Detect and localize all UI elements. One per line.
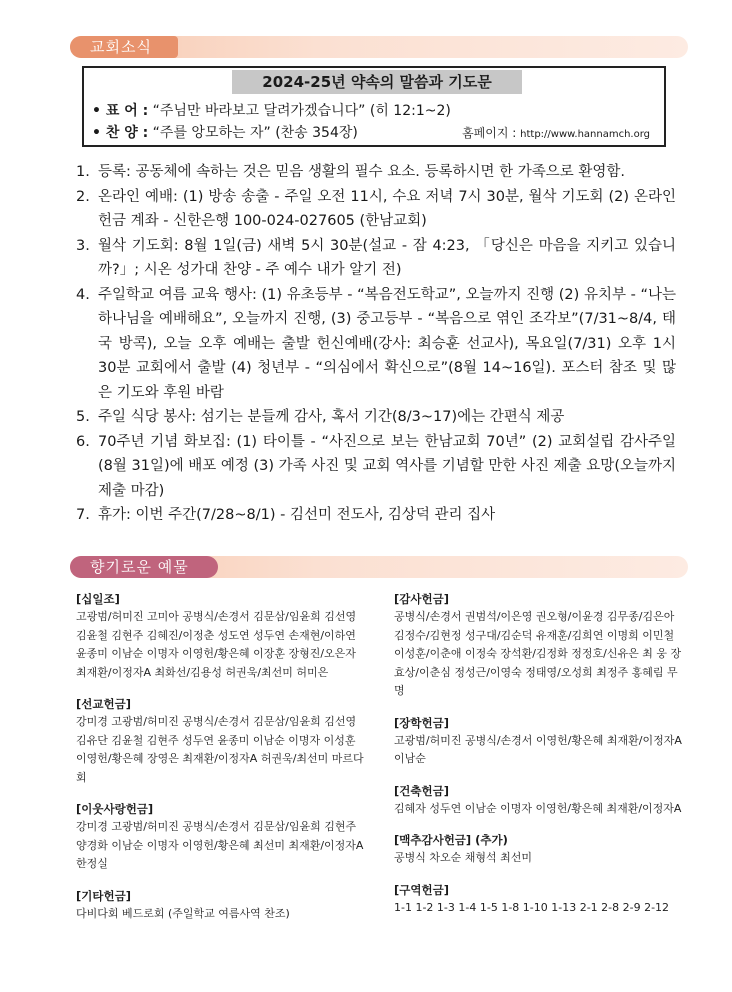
offering-names: 고광범/허미진 고미아 공병식/손경서 김문삼/임윤희 김선영 김윤철 김현주 김혜진/이정춘 성도연 성두연 손재현/이하연 윤종미 이남순 이명자 이영헌/황은혜 이장훈 장형진/오은자 최재환/이정자A 최화선/김용성 허권욱/최선미 허미은 xyxy=(76,610,357,679)
notice-number: 7. xyxy=(76,507,90,523)
notice-item xyxy=(76,405,676,430)
offering-title: [건축헌금] xyxy=(394,783,449,798)
offering-title: [선교헌금] xyxy=(76,697,131,711)
offering-names: 1-1 1-2 1-3 1-4 1-5 1-8 1-10 1-13 2-1 2-8 2-9 2-12 xyxy=(394,900,670,914)
offering-names: 공병식/손경서 권범석/이은영 권오형/이윤경 김무종/김은아 김정수/김현정 성구대/김순덕 유재훈/김희연 이명희 이민철 이성훈/이춘애 이정숙 장석환/김정화 정정호/신유은 최 웅 장효상/이춘심 정성근/이영숙 정태영/오성희 최정주 홍혜림 무 명 xyxy=(394,610,682,697)
notice-text: 주일학교 여름 교육 행사: (1) 유초등부 - “복음전도학교”, 오늘까지 진행 (2) 유치부 - “나는 하나님을 예배해요”, 오늘까지 진행, (3) 중고등부 - “복음으로 엮인 조각보”(7/31~8/4, 태국 방콕), 오늘 오후 예배는 출발 헌신예배(강사: 최승훈 선교사), 목요일(7/31) 오후 1시 30분 교회에서 출발 (4) 청년부 - “의심에서 확신으로”(8월 14~16일). 포스터 참조 및 많은 기도와 후원 바람 xyxy=(98,286,676,401)
offering-title: [장학헌금] xyxy=(394,715,449,730)
hymn-line xyxy=(92,122,358,142)
offering-title: [이웃사랑헌금] xyxy=(76,802,154,816)
offering-title: [감사헌금] xyxy=(394,592,449,606)
offering-group-mission xyxy=(76,695,366,787)
notice-text: 온라인 예배: (1) 방송 송출 - 주일 오전 11시, 수요 저녁 7시 30분, 월삭 기도회 (2) 온라인 헌금 계좌 - 신한은행 100-024-027605 (한남교회) xyxy=(98,188,676,229)
offering-group-tithe xyxy=(76,590,366,682)
notice-text: 휴가: 이번 주간(7/28~8/1) - 김선미 전도사, 김상덕 관리 집사 xyxy=(98,507,496,523)
notice-list xyxy=(76,160,676,528)
notice-number: 2. xyxy=(76,188,90,205)
yearly-verse-box xyxy=(82,66,666,147)
offering-title: [기타헌금] xyxy=(76,888,131,903)
offering-names: 김혜자 성두연 이남순 이명자 이영헌/황은혜 최재환/이정자A xyxy=(394,801,682,815)
offering-names: 강미경 고광범/허미진 공병식/손경서 김문삼/임윤희 김선영 김유단 김윤철 김현주 성두연 윤종미 이남순 이명자 이성훈 이영헌/황은혜 장영은 최재환/이정자A 허권욱/최선미 마르다회 xyxy=(76,715,364,784)
verse-box-title: 2024-25년 약속의 말씀과 기도문 xyxy=(232,70,522,94)
homepage-info xyxy=(462,124,650,141)
notice-number: 4. xyxy=(76,286,90,303)
section-title-offerings: 향기로운 예물 xyxy=(70,556,218,578)
offering-names: 다비다회 베드로회 (주일학교 여름사역 찬조) xyxy=(76,906,290,920)
notice-text: 주일 식당 봉사: 섬기는 분들께 감사, 혹서 기간(8/3~17)에는 간편식 제공 xyxy=(98,409,565,425)
notice-item xyxy=(76,503,676,528)
offering-group-scholarship xyxy=(394,714,684,769)
hymn-label: • 찬 양 : xyxy=(92,125,149,141)
offering-group-harvest-thanksgiving xyxy=(394,831,684,868)
offering-title: [맥추감사헌금] (추가) xyxy=(394,833,508,847)
offering-title: [십일조] xyxy=(76,592,120,606)
notice-number: 5. xyxy=(76,409,90,425)
motto-line xyxy=(92,100,451,120)
homepage-label: 홈페이지 : xyxy=(462,126,517,140)
offering-group-neighbor-love xyxy=(76,800,366,874)
hymn-text: “주를 앙모하는 자” (찬송 354장) xyxy=(148,125,358,141)
notice-text: 70주년 기념 화보집: (1) 타이틀 - “사진으로 보는 한남교회 70년” (2) 교회설립 감사주일(8월 31일)에 배포 예정 (3) 가족 사진 및 교회 역사를 기념할 만한 사진 제출 요망(오늘까지 제출 마감) xyxy=(98,433,676,499)
offering-names: 고광범/허미진 공병식/손경서 이영헌/황은혜 최재환/이정자A 이남순 xyxy=(394,733,682,765)
notice-item xyxy=(76,160,676,185)
motto-text: “주님만 바라보고 달려가겠습니다” (히 12:1~2) xyxy=(148,103,451,119)
offering-title: [구역헌금] xyxy=(394,882,449,897)
notice-item xyxy=(76,430,676,504)
notice-item xyxy=(76,185,676,234)
offering-group-district xyxy=(394,881,684,918)
offerings-right-column xyxy=(394,590,684,930)
notice-number: 1. xyxy=(76,164,90,180)
offering-group-building xyxy=(394,782,684,819)
offerings-left-column xyxy=(76,590,366,936)
notice-item xyxy=(76,234,676,283)
offering-names: 공병식 차오순 채형석 최선미 xyxy=(394,851,533,864)
section-title-church-news: 교회소식 xyxy=(70,36,178,58)
offering-group-other xyxy=(76,887,366,924)
offering-group-thanksgiving xyxy=(394,590,684,701)
notice-text: 등록: 공동체에 속하는 것은 믿음 생활의 필수 요소. 등록하시면 한 가족으로 환영함. xyxy=(98,164,626,180)
notice-text: 월삭 기도회: 8월 1일(금) 새벽 5시 30분(설교 - 잠 4:23, 「당신은 마음을 지키고 있습니까?」; 시온 성가대 찬양 - 주 예수 내가 알기 전) xyxy=(98,237,676,278)
homepage-link[interactable]: http://www.hannamch.org xyxy=(520,129,650,140)
notice-item xyxy=(76,283,676,406)
offering-names: 강미경 고광범/허미진 공병식/손경서 김문삼/임윤희 김현주 양경화 이남순 이명자 이영헌/황은혜 최선미 최재환/이정자A 한정실 xyxy=(76,820,364,870)
motto-label: • 표 어 : xyxy=(92,103,149,119)
notice-number: 6. xyxy=(76,433,90,450)
notice-number: 3. xyxy=(76,237,90,254)
